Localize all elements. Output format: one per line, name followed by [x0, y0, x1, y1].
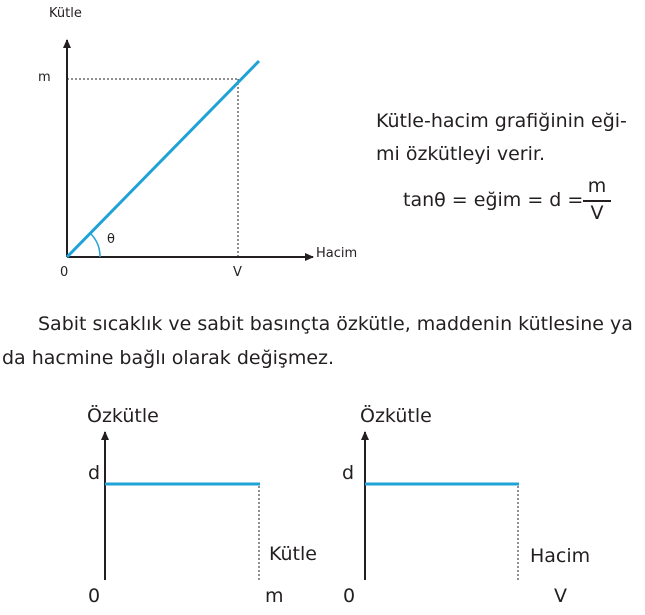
bottom-right-chart — [365, 432, 519, 580]
bottom-left-m-label: m — [265, 585, 284, 607]
bottom-right-d-label: d — [342, 462, 355, 484]
paragraph-line-1: Sabit sıcaklık ve sabit basınçta özkütle, maddenin kütlesine ya — [38, 313, 633, 335]
bottom-left-d-label: d — [88, 462, 101, 484]
top-chart-data-line — [67, 61, 259, 257]
bottom-left-x-axis-label: Kütle — [269, 543, 317, 565]
top-chart — [67, 40, 313, 257]
explanation-line-2: mi özkütleyi verir. — [376, 143, 545, 165]
top-chart-theta-label: θ — [107, 232, 115, 247]
bottom-right-y-axis-label: Özkütle — [360, 405, 432, 427]
top-chart-y-axis-label: Kütle — [49, 6, 82, 21]
bottom-left-chart — [105, 432, 260, 580]
top-chart-v-label: V — [233, 265, 242, 280]
bottom-right-origin-label: 0 — [343, 585, 356, 607]
formula-denominator: V — [590, 202, 604, 224]
top-chart-origin-label: 0 — [60, 265, 69, 280]
bottom-right-x-axis-label: Hacim — [530, 545, 591, 567]
bottom-right-v-label: V — [554, 585, 567, 607]
explanation-line-1: Kütle-hacim grafiğinin eği- — [376, 110, 627, 132]
bottom-left-y-axis-label: Özkütle — [87, 405, 159, 427]
top-chart-x-axis-label: Hacim — [316, 246, 358, 261]
formula-lhs: tanθ = eğim = d = — [403, 189, 584, 211]
top-chart-m-label: m — [38, 70, 51, 85]
bottom-left-origin-label: 0 — [88, 585, 101, 607]
top-chart-angle-arc — [90, 233, 100, 257]
paragraph-line-2: da hacmine bağlı olarak değişmez. — [2, 347, 335, 369]
formula-numerator: m — [587, 175, 607, 197]
